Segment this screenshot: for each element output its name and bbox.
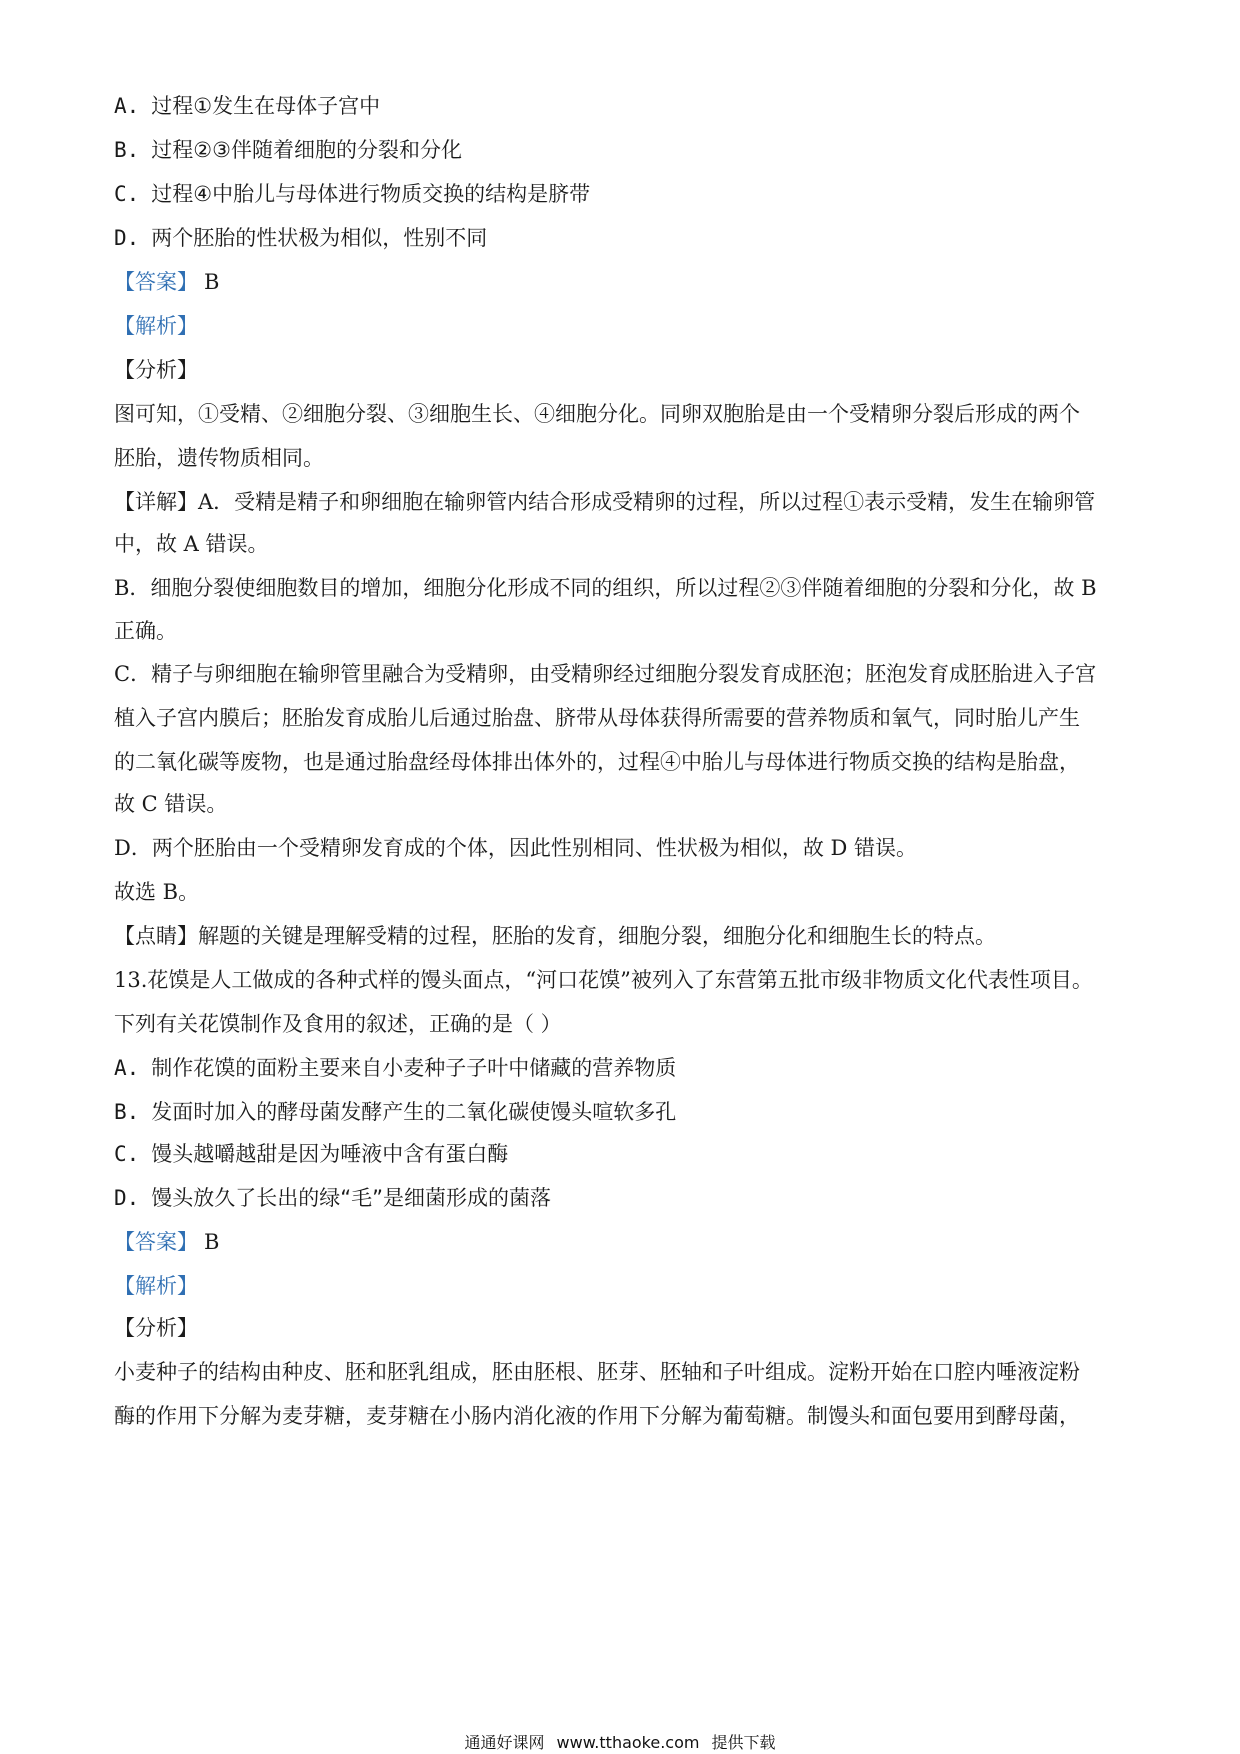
option-text: 两个胚胎的性状极为相似，性别不同 — [151, 226, 488, 250]
q12-fenxi-tag: 【分析】 — [114, 358, 198, 382]
dianjing-tag: 【点睛】 — [114, 924, 198, 948]
q12-fenxi-line-1: 图可知，①受精、②细胞分裂、③细胞生长、④细胞分化。同卵双胞胎是由一个受精卵分裂后形成的两个 — [114, 402, 1080, 426]
footer-suffix: 提供下载 — [711, 1733, 776, 1752]
q12-answer — [114, 268, 1130, 296]
option-letter: C. — [114, 182, 140, 206]
footer-site-name: 通通好课网 — [464, 1733, 545, 1752]
q13-option-a — [114, 1054, 1130, 1082]
q12-detail-line-7: 的二氧化碳等废物，也是通过胎盘经母体排出体外的，过程④中胎儿与母体进行物质交换的结构是胎盘， — [114, 750, 1080, 774]
q12-option-a — [114, 92, 1130, 120]
q12-detail-line-2: 中，故 A 错误。 — [114, 532, 269, 556]
option-letter: B. — [114, 138, 140, 162]
answer-tag: 【答案】 — [114, 270, 198, 294]
q13-answer — [114, 1228, 1130, 1256]
q13-fenxi-line-2: 酶的作用下分解为麦芽糖，麦芽糖在小肠内消化液的作用下分解为葡萄糖。制馒头和面包要用到酵母菌， — [114, 1404, 1080, 1428]
q13-stem-line-2: 下列有关花馍制作及食用的叙述，正确的是（ ） — [114, 1012, 562, 1036]
q12-option-c — [114, 180, 1130, 208]
q12-detail-line-4: 正确。 — [114, 619, 177, 643]
q12-option-b — [114, 136, 1130, 164]
q12-option-d — [114, 224, 1130, 252]
q12-detail-line-8: 故 C 错误。 — [114, 792, 228, 816]
q13-option-c — [114, 1140, 1130, 1168]
q13-analysis-tag: 【解析】 — [114, 1274, 198, 1298]
option-letter: C. — [114, 1142, 140, 1166]
q12-fenxi-line-2: 胚胎，遗传物质相同。 — [114, 446, 324, 470]
option-text: 过程②③伴随着细胞的分裂和分化 — [151, 138, 462, 162]
option-text: 馒头越嚼越甜是因为唾液中含有蛋白酶 — [151, 1142, 509, 1166]
q12-dianjing — [114, 922, 1130, 950]
option-letter: D. — [114, 1186, 140, 1210]
option-letter: A. — [114, 1056, 140, 1080]
q13-option-b — [114, 1098, 1130, 1126]
q12-detail-line-1 — [114, 488, 1130, 516]
option-text: 馒头放久了长出的绿“毛”是细菌形成的菌落 — [151, 1186, 552, 1210]
q12-detail-line-9: D．两个胚胎由一个受精卵发育成的个体，因此性别相同、性状极为相似，故 D 错误。 — [114, 836, 918, 860]
q13-option-d — [114, 1184, 1130, 1212]
q12-detail-line-6: 植入子宫内膜后；胚胎发育成胎儿后通过胎盘、脐带从母体获得所需要的营养物质和氧气，同时胎儿产生 — [114, 706, 1080, 730]
option-text: 过程①发生在母体子宫中 — [151, 94, 381, 118]
detail-tag: 【详解】 — [114, 490, 198, 514]
q13-fenxi-line-1: 小麦种子的结构由种皮、胚和胚乳组成，胚由胚根、胚芽、胚轴和子叶组成。淀粉开始在口腔内唾液淀粉 — [114, 1360, 1080, 1384]
page-footer — [0, 1733, 1240, 1753]
option-text: 过程④中胎儿与母体进行物质交换的结构是脐带 — [151, 182, 591, 206]
q12-detail-line-10: 故选 B。 — [114, 880, 200, 904]
option-letter: B. — [114, 1100, 140, 1124]
option-text: 制作花馍的面粉主要来自小麦种子子叶中储藏的营养物质 — [151, 1056, 677, 1080]
option-letter: A. — [114, 94, 140, 118]
q13-stem-line-1: 13.花馍是人工做成的各种式样的馒头面点，“河口花馍”被列入了东营第五批市级非物质文化代表性项目。 — [114, 968, 1093, 992]
dianjing-text: 解题的关键是理解受精的过程，胚胎的发育，细胞分裂，细胞分化和细胞生长的特点。 — [198, 924, 996, 948]
option-text: 发面时加入的酵母菌发酵产生的二氧化碳使馒头喧软多孔 — [151, 1100, 677, 1124]
q13-fenxi-tag: 【分析】 — [114, 1316, 198, 1340]
q12-analysis-tag: 【解析】 — [114, 314, 198, 338]
q12-detail-line-3: B．细胞分裂使细胞数目的增加，细胞分化形成不同的组织，所以过程②③伴随着细胞的分裂和分化，故 B — [114, 576, 1097, 600]
option-letter: D. — [114, 226, 140, 250]
answer-value: B — [204, 1230, 220, 1254]
answer-tag: 【答案】 — [114, 1230, 198, 1254]
footer-url[interactable]: www.tthaoke.com — [556, 1733, 700, 1752]
detail-text: A．受精是精子和卵细胞在输卵管内结合形成受精卵的过程，所以过程①表示受精，发生在输卵管 — [198, 490, 1096, 514]
q12-detail-line-5: C．精子与卵细胞在输卵管里融合为受精卵，由受精卵经过细胞分裂发育成胚泡；胚泡发育成胚胎进入子宫 — [114, 662, 1097, 686]
answer-value: B — [204, 270, 220, 294]
